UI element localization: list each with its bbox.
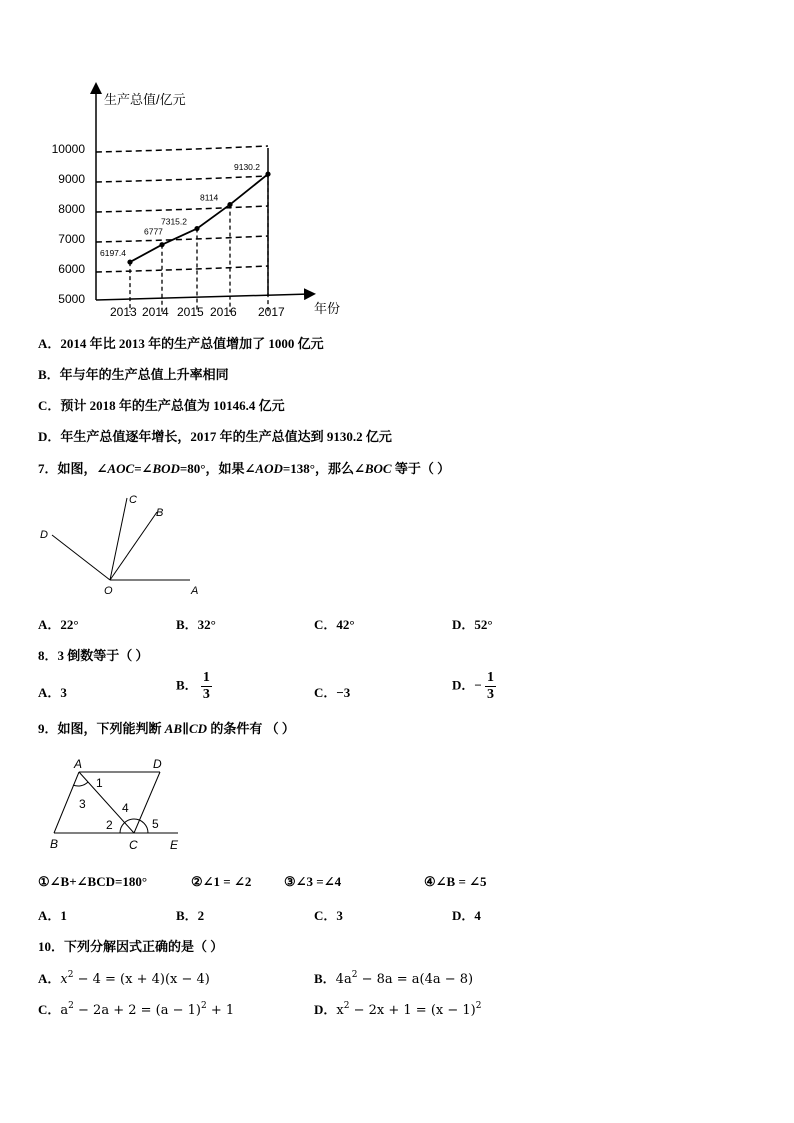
label-b: B <box>50 837 59 851</box>
grid-line <box>96 266 268 272</box>
data-point <box>194 226 199 231</box>
y-tick-label: 5000 <box>58 292 85 306</box>
q10-option-b: B．$4a^2 - 8a = a(4a - 8)$ <box>314 970 474 987</box>
x-tick-label: 2015 <box>177 305 204 319</box>
q8-option-a: A．3 <box>38 685 67 700</box>
label-a: A <box>191 585 199 597</box>
fraction-neg-one-third: $\frac{1}{3}$ <box>487 670 495 702</box>
angle-arc-c <box>120 819 148 833</box>
angle-figure <box>30 488 220 600</box>
data-label: 6777 <box>144 226 163 237</box>
x-axis-label: 年份 <box>314 301 341 316</box>
label-c: C <box>129 838 138 852</box>
q7-option-b: B．32° <box>176 617 216 632</box>
grid-line <box>96 146 268 152</box>
fraction-one-third: $\frac{1}{3}$ <box>202 670 210 702</box>
x-tick-label: 2016 <box>210 305 237 319</box>
data-point <box>127 259 132 264</box>
angle-label-3: 3 <box>79 797 86 811</box>
q7-option-a: A．22° <box>38 617 79 632</box>
q9-condition-4: ④∠B = ∠5 <box>424 874 487 889</box>
segment-ab <box>54 772 79 833</box>
series-line <box>130 174 268 262</box>
grid-line <box>96 206 268 212</box>
q6-option-b: B．年与年的生产总值上升率相同 <box>38 367 229 382</box>
ray-od <box>52 535 110 580</box>
data-label: 9130.2 <box>234 162 260 173</box>
q7-option-c: C．42° <box>314 617 355 632</box>
parallelogram-figure <box>40 752 200 856</box>
label-d: D <box>40 529 48 541</box>
grid-line <box>96 236 268 242</box>
q8-option-b: B． $\frac{1}{3}$ <box>176 670 210 702</box>
angle-label-1: 1 <box>96 776 103 790</box>
label-b: B <box>156 507 164 519</box>
y-tick-label: 7000 <box>58 232 85 246</box>
data-label: 7315.2 <box>161 216 187 227</box>
q9-option-c: C．3 <box>314 908 343 923</box>
x-tick-label: 2014 <box>142 305 169 319</box>
q8-option-c: C．−3 <box>314 685 351 700</box>
q9-option-d: D．4 <box>452 908 481 923</box>
q9-stem: 9．如图，下列能判断 AB∥CD 的条件有 （ ） <box>38 721 295 736</box>
q7-stem: 7．如图，∠AOC=∠BOD=80°，如果∠AOD=138°，那么∠BOC 等于（ ） <box>38 461 451 476</box>
q6-option-a: A．2014 年比 2013 年的生产总值增加了 1000 亿元 <box>38 336 324 351</box>
grid-line <box>96 176 268 182</box>
q10-option-d: D．$x^2 - 2x + 1 = (x - 1)^2$ <box>314 1001 482 1018</box>
data-label: 6197.4 <box>100 248 126 259</box>
y-axis-label: 生产总值/亿元 <box>104 92 186 107</box>
q8-stem: 8．3 倒数等于（ ） <box>38 648 149 663</box>
angle-arc-a <box>73 782 88 786</box>
q6-option-c: C．预计 2018 年的生产总值为 10146.4 亿元 <box>38 398 285 413</box>
label-o: O <box>104 585 113 597</box>
q9-condition-1: ①∠B+∠BCD=180° <box>38 874 148 889</box>
label-d: D <box>153 757 162 771</box>
angle-label-4: 4 <box>122 801 129 815</box>
q7-option-d: D．52° <box>452 617 493 632</box>
x-tick-label: 2013 <box>110 305 137 319</box>
data-point <box>159 242 164 247</box>
angle-label-5: 5 <box>152 817 159 831</box>
q6-option-d: D．年生产总值逐年增长，2017 年的生产总值达到 9130.2 亿元 <box>38 429 392 444</box>
q9-condition-2: ②∠1 = ∠2 <box>191 874 252 889</box>
y-tick-label: 10000 <box>51 142 85 156</box>
q8-option-d: D．− $\frac{1}{3}$ <box>452 670 495 702</box>
y-tick-label: 6000 <box>58 262 85 276</box>
label-e: E <box>170 838 179 852</box>
angle-label-2: 2 <box>106 818 113 832</box>
production-value-chart <box>0 0 794 330</box>
y-tick-label: 9000 <box>58 172 85 186</box>
y-tick-label: 8000 <box>58 202 85 216</box>
label-c: C <box>129 494 137 506</box>
q9-option-a: A．1 <box>38 908 67 923</box>
label-a: A <box>74 757 83 771</box>
data-point <box>265 171 270 176</box>
data-label: 8114 <box>200 192 219 203</box>
x-tick-label: 2017 <box>258 305 285 319</box>
q9-condition-3: ③∠3 =∠4 <box>284 874 342 889</box>
q10-option-a: A．$x^2 - 4 = (x + 4)(x - 4)$ <box>38 970 210 987</box>
data-point <box>227 202 232 207</box>
x-axis <box>96 294 310 300</box>
q10-option-c: C．$a^2 - 2a + 2 = (a - 1)^2 + 1$ <box>38 1001 235 1018</box>
q10-stem: 10．下列分解因式正确的是（ ） <box>38 939 224 954</box>
q9-option-b: B．2 <box>176 908 205 923</box>
